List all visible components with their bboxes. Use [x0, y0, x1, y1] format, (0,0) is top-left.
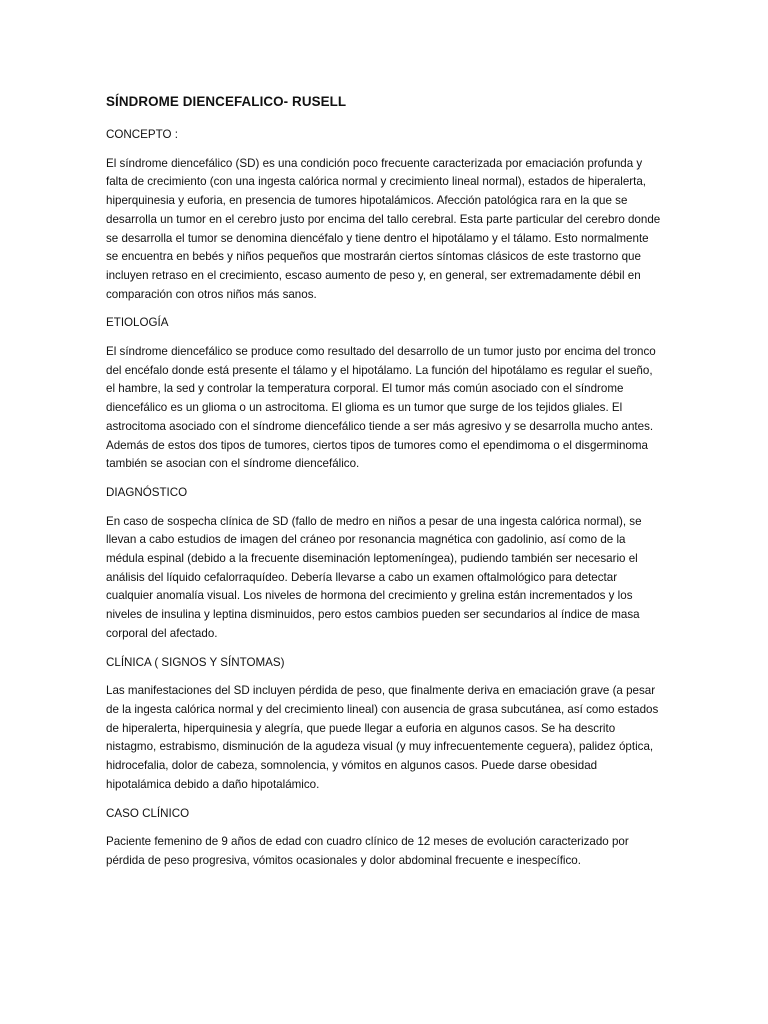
document-title: SÍNDROME DIENCEFALICO- RUSELL	[106, 94, 347, 109]
document-page	[106, 92, 662, 881]
section-text-concepto: El síndrome diencefálico (SD) es una condición poco frecuente caracterizada por emaciación profunda y falta de crecimiento (con una ingesta calórica normal y crecimiento lineal normal), estados de hiperalerta, hiperquinesia y euforia, en presencia de tumores hipotalámicos. Afección patológica rara en la que se desarrolla un tumor en el cerebro justo por encima del tallo cerebral. Esta parte particular del cerebro donde se desarrolla el tumor se denomina diencéfalo y tiene dentro el hipotálamo y el tálamo. Esto normalmente se encuentra en bebés y niños pequeños que mostrarán ciertos síntomas clásicos de este trastorno que incluyen retraso en el crecimiento, escaso aumento de peso y, en general, ser extremadamente débil en comparación con otros niños más sanos.	[106, 156, 661, 301]
section-heading-concepto: CONCEPTO :	[106, 128, 178, 141]
section-heading-clinica: CLÍNICA ( SIGNOS Y SÍNTOMAS)	[106, 655, 285, 669]
section-text-etiologia: El síndrome diencefálico se produce como resultado del desarrollo de un tumor justo por encima del tronco del encéfalo donde está presente el tálamo y el hipotálamo. La función del hipotálamo es regular el sueño, el hambre, la sed y controlar la temperatura corporal. El tumor más común asociado con el síndrome diencefálico es un glioma o un astrocitoma. El glioma es un tumor que surge de los tejidos gliales. El astrocitoma asociado con el síndrome diencefálico tiende a ser más agresivo y se desarrolla mucho antes. Además de estos dos tipos de tumores, ciertos tipos de tumores como el ependimoma o el disgerminoma también se asocian con el síndrome diencefálico.	[106, 345, 656, 471]
section-heading-caso-clinico: CASO CLÍNICO	[106, 806, 190, 820]
section-heading-diagnostico: DIAGNÓSTICO	[106, 485, 188, 499]
section-heading-etiologia: ETIOLOGÍA	[106, 316, 169, 330]
section-text-diagnostico: En caso de sospecha clínica de SD (fallo de medro en niños a pesar de una ingesta calórica normal), se llevan a cabo estudios de imagen del cráneo por resonancia magnética con gadolinio, así como de la médula espinal (debido a la frecuente diseminación leptomeníngea), pudiendo también ser necesario el análisis del líquido cefalorraquídeo. Debería llevarse a cabo un examen oftalmológico para detectar cualquier anomalía visual. Los niveles de hormona del crecimiento y grelina están incrementados y los niveles de insulina y leptina disminuidos, pero estos cambios pueden ser secundarios al índice de masa corporal del afectado.	[106, 514, 642, 640]
section-text-caso-clinico: Paciente femenino de 9 años de edad con cuadro clínico de 12 meses de evolución caracterizado por pérdida de peso progresiva, vómitos ocasionales y dolor abdominal frecuente e inespecífico.	[106, 835, 629, 867]
section-text-clinica: Las manifestaciones del SD incluyen pérdida de peso, que finalmente deriva en emaciación grave (a pesar de la ingesta calórica normal y del crecimiento lineal) con ausencia de grasa subcutánea, así como estados de hiperalerta, hiperquinesia y alegría, que puede llegar a euforia en algunos casos. Se ha descrito nistagmo, estrabismo, disminución de la agudeza visual (y muy infrecuentemente ceguera), palidez óptica, hidrocefalia, dolor de cabeza, somnolencia, y vómitos en algunos casos. Puede darse obesidad hipotalámica debido a daño hipotalámico.	[106, 684, 659, 791]
